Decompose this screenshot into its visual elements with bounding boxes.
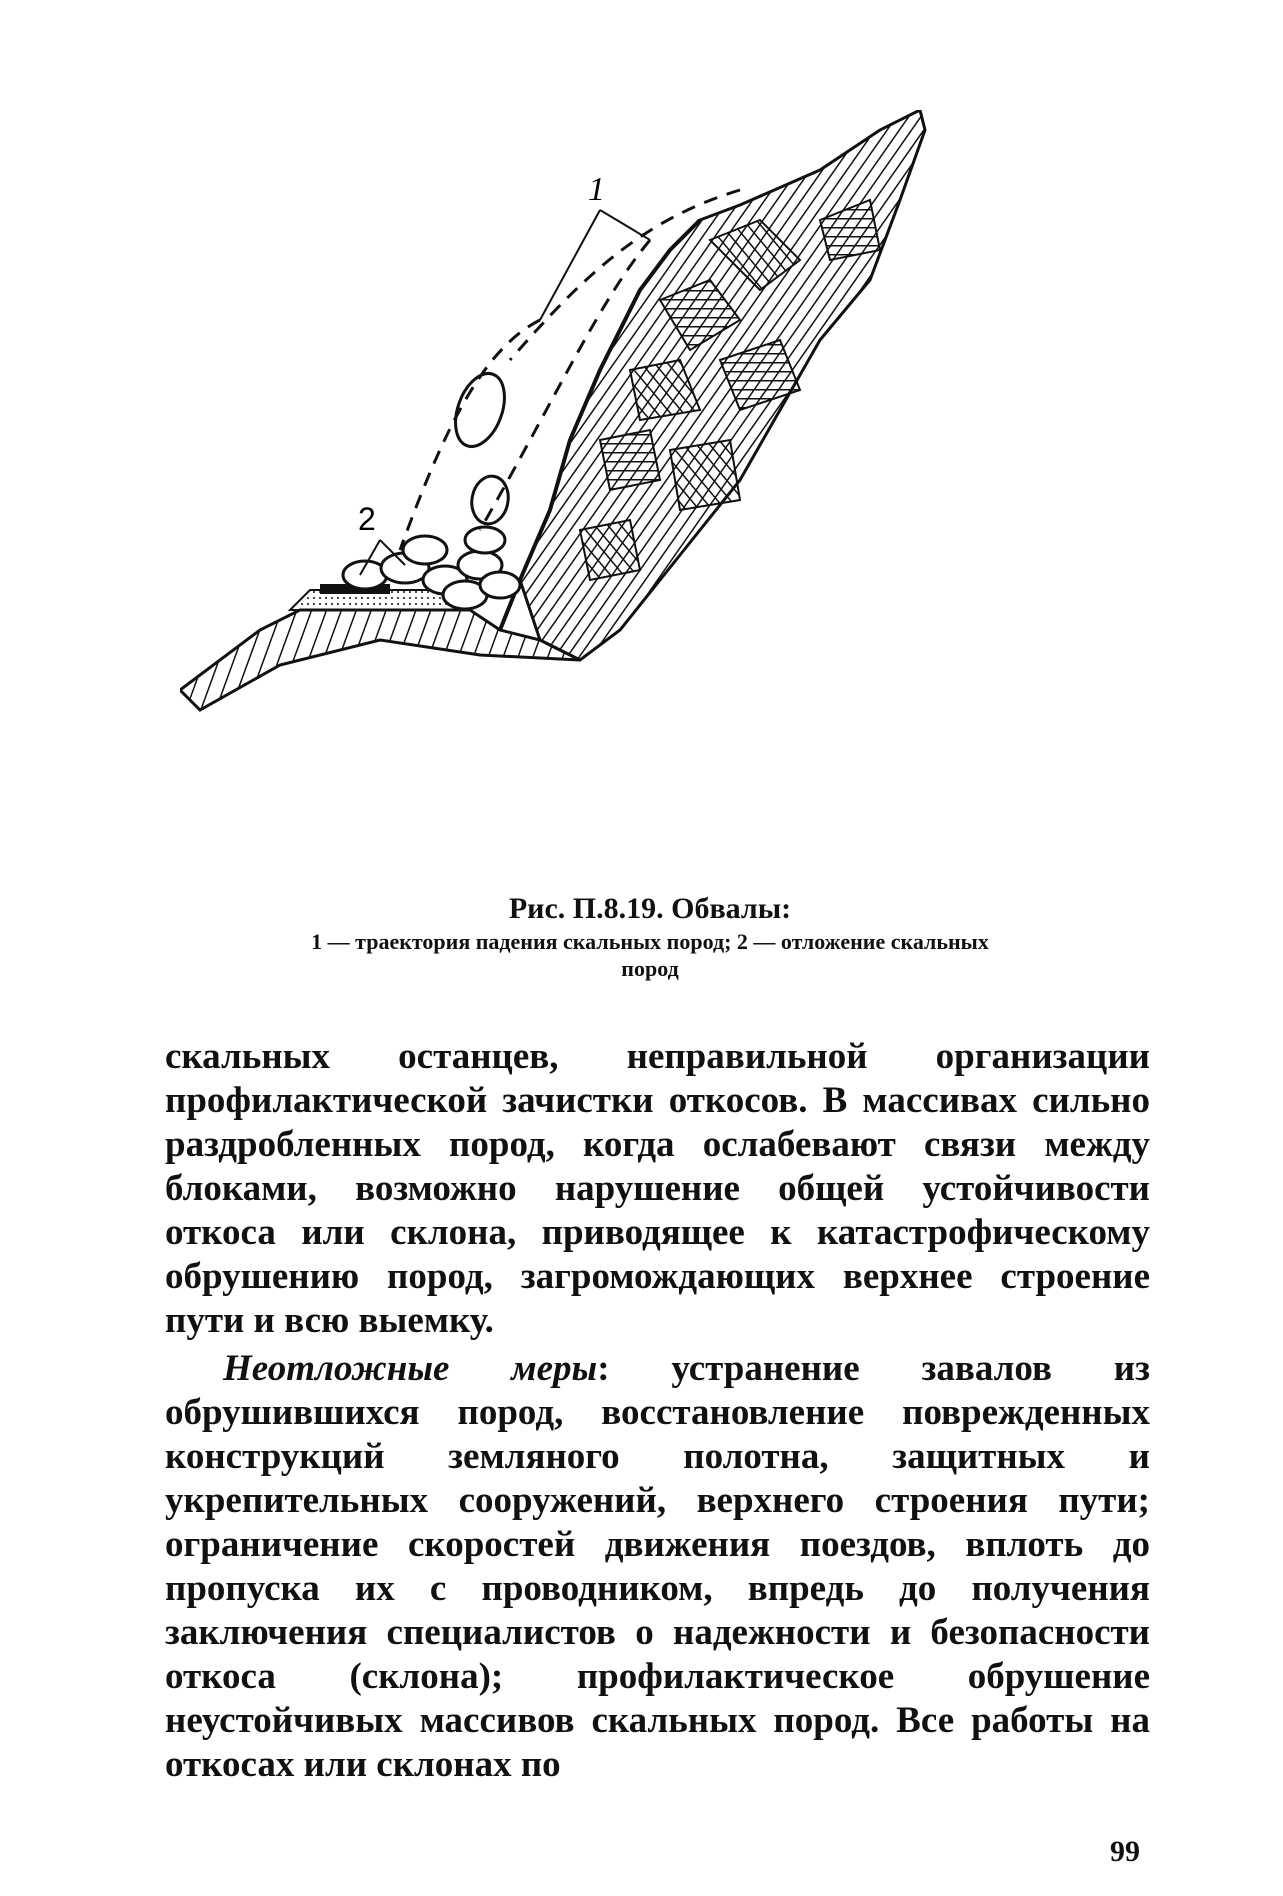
caption-legend-line1: 1 — траектория падения скальных пород; 2 — отложение скальных bbox=[311, 928, 989, 954]
figure-caption bbox=[150, 890, 1150, 983]
rock-massif bbox=[500, 110, 925, 660]
callout-2-label: 2 bbox=[358, 501, 376, 537]
callout-1-label: 1 bbox=[588, 171, 605, 208]
caption-title: Рис. П.8.19. Обвалы: bbox=[508, 892, 792, 925]
body-text bbox=[165, 1035, 1150, 1787]
paragraph-2 bbox=[165, 1347, 1150, 1787]
caption-legend-line2: пород bbox=[621, 956, 679, 981]
paragraph-2-text: : устранение завалов из обрушившихся пород, восстановление поврежденных конструкций земляного полотна, защитных и укрепительных сооружений, верхнего строения пути; ограничение скоростей движения поездов, вплоть до пропуска их с проводником, впредь до получения заключения специалистов о надежности и безопасности откоса (склона); профилактическое обрушение неустойчивых массивов скальных пород. Все работы на откосах или склонах по bbox=[165, 1348, 1150, 1785]
paragraph-1: скальных останцев, неправильной организации профилактической зачистки откосов. В массивах сильно раздробленных пород, когда ослабевают связи между блоками, возможно нарушение общей устойчивости откоса или склона, приводящее к катастрофическому обрушению пород, загромождающих верхнее строение пути и всю выемку. bbox=[165, 1036, 1150, 1341]
urgent-measures-heading: Неотложные меры bbox=[223, 1348, 598, 1389]
ground-surface bbox=[180, 584, 580, 710]
falling-rocks bbox=[446, 367, 513, 527]
rockfall-diagram bbox=[180, 110, 1140, 870]
page-number: 99 bbox=[1110, 1835, 1140, 1868]
rockfall-figure bbox=[180, 110, 1140, 870]
